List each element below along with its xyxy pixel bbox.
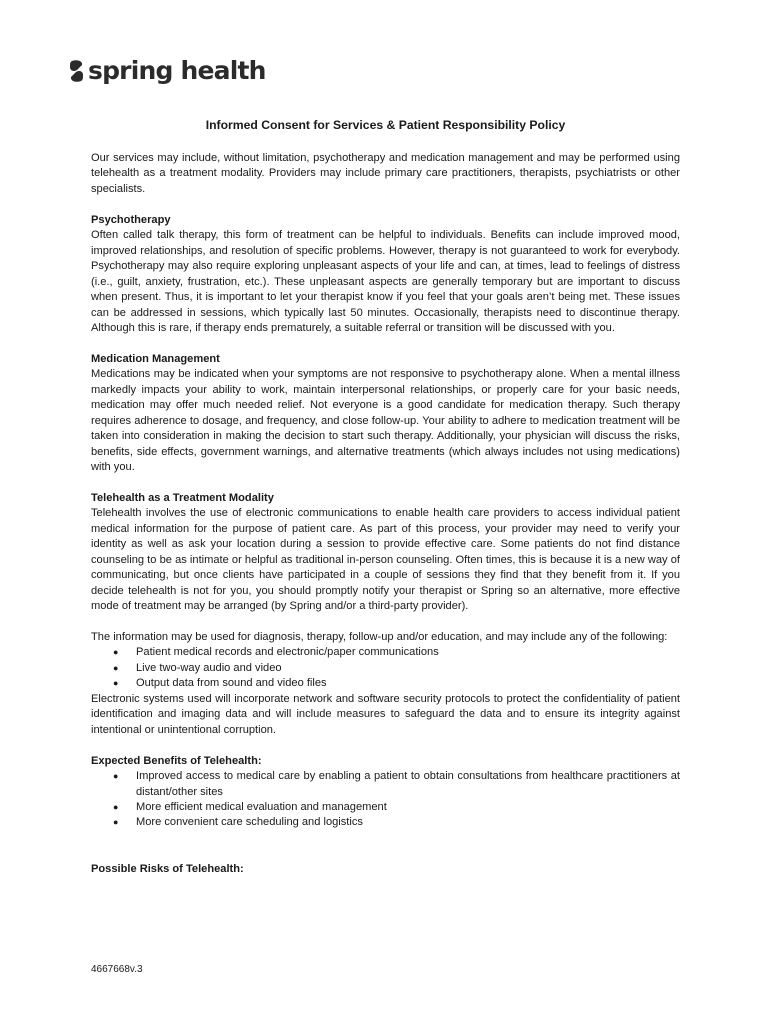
document-version: 4667668v.3 (91, 964, 143, 975)
psychotherapy-paragraph: Often called talk therapy, this form of treatment can be helpful to individuals. Benefits can include improved mood, improved relationships, and resolution of specific problems. However, therapy is not guaranteed to work for everybody. Psychotherapy may also require exploring unpleasant aspects of your life and can, at times, lead to feelings of distress (i.e., guilt, anxiety, frustration, etc.). These unpleasant aspects are generally temporary but are important to discuss when present. Thus, it is important to let your therapist know if you feel that your goals aren’t being met. These issues can be addressed in sessions, which typically last 50 minutes. Occasionally, therapists need to discontinue therapy. Although this is rare, if therapy ends prematurely, a suitable referral or transition will be discussed with you. (91, 229, 680, 334)
information-outro: Electronic systems used will incorporate network and software security protocols to protect the confidentiality of patient identification and imaging data and will include measures to safeguard the data and to ensure its integrity against intentional or unintentional corruption. (91, 692, 680, 736)
spring-leaf-icon (68, 59, 85, 83)
spring-health-logo (68, 56, 266, 86)
information-list (91, 645, 680, 691)
psychotherapy-section (91, 213, 680, 337)
information-section (91, 630, 680, 738)
list-item: ● Patient medical records and electronic/paper communications (91, 645, 680, 660)
intro-paragraph: Our services may include, without limitation, psychotherapy and medication management and may be performed using telehealth as a treatment modality. Providers may include primary care practitioners, therapists, psychiatrists or other specialists. (91, 152, 680, 195)
list-item: ● More efficient medical evaluation and management (91, 800, 680, 815)
psychotherapy-heading: Psychotherapy (91, 213, 171, 226)
medication-heading: Medication Management (91, 352, 220, 365)
medication-section (91, 352, 680, 476)
medication-paragraph: Medications may be indicated when your symptoms are not responsive to psychotherapy alone. When a mental illness markedly impacts your ability to work, maintain interpersonal relationships, or properly care for your basic needs, medication may offer much needed relief. Not everyone is a good candidate for medication therapy. Such therapy requires adherence to dosage, and frequency, and close follow-up. Your ability to adhere to medication treatment will be taken into consideration in making the decision to start such therapy. Additionally, your physician will discuss the risks, benefits, side effects, government warnings, and alternative treatments (which always includes not using medications) with you. (91, 368, 680, 474)
telehealth-heading: Telehealth as a Treatment Modality (91, 491, 274, 504)
document-body (91, 117, 680, 877)
telehealth-paragraph: Telehealth involves the use of electronic communications to enable health care providers to access individual patient medical information for the purpose of patient care. As part of this process, your provider may need to verify your identity as well as ask your location during a session to provide effective care. Some patients do not find distance counseling to be as intimate or helpful as traditional in-person counseling. Often times, this is because it is a new way of communicating, but once clients have participated in a couple of sessions they find that they benefit from it. If you decide telehealth is not for you, you should promptly notify your therapist or Spring so an alternative, more effective mode of treatment may be arranged (by Spring and/or a third-party provider). (91, 507, 680, 613)
list-item: ● Improved access to medical care by enabling a patient to obtain consultations from healthcare practitioners at distant/other sites (91, 769, 680, 800)
benefits-list (91, 769, 680, 831)
risks-heading: Possible Risks of Telehealth: (91, 862, 244, 875)
list-item: ● More convenient care scheduling and logistics (91, 815, 680, 830)
information-intro: The information may be used for diagnosis, therapy, follow-up and/or education, and may include any of the following: (91, 630, 668, 643)
logo-wordmark: spring health (88, 56, 266, 85)
list-item: ● Output data from sound and video files (91, 676, 680, 691)
list-item: ● Live two-way audio and video (91, 661, 680, 676)
document-title: Informed Consent for Services & Patient Responsibility Policy (205, 118, 566, 132)
benefits-heading: Expected Benefits of Telehealth: (91, 754, 262, 767)
benefits-section (91, 754, 680, 831)
telehealth-section (91, 491, 680, 615)
